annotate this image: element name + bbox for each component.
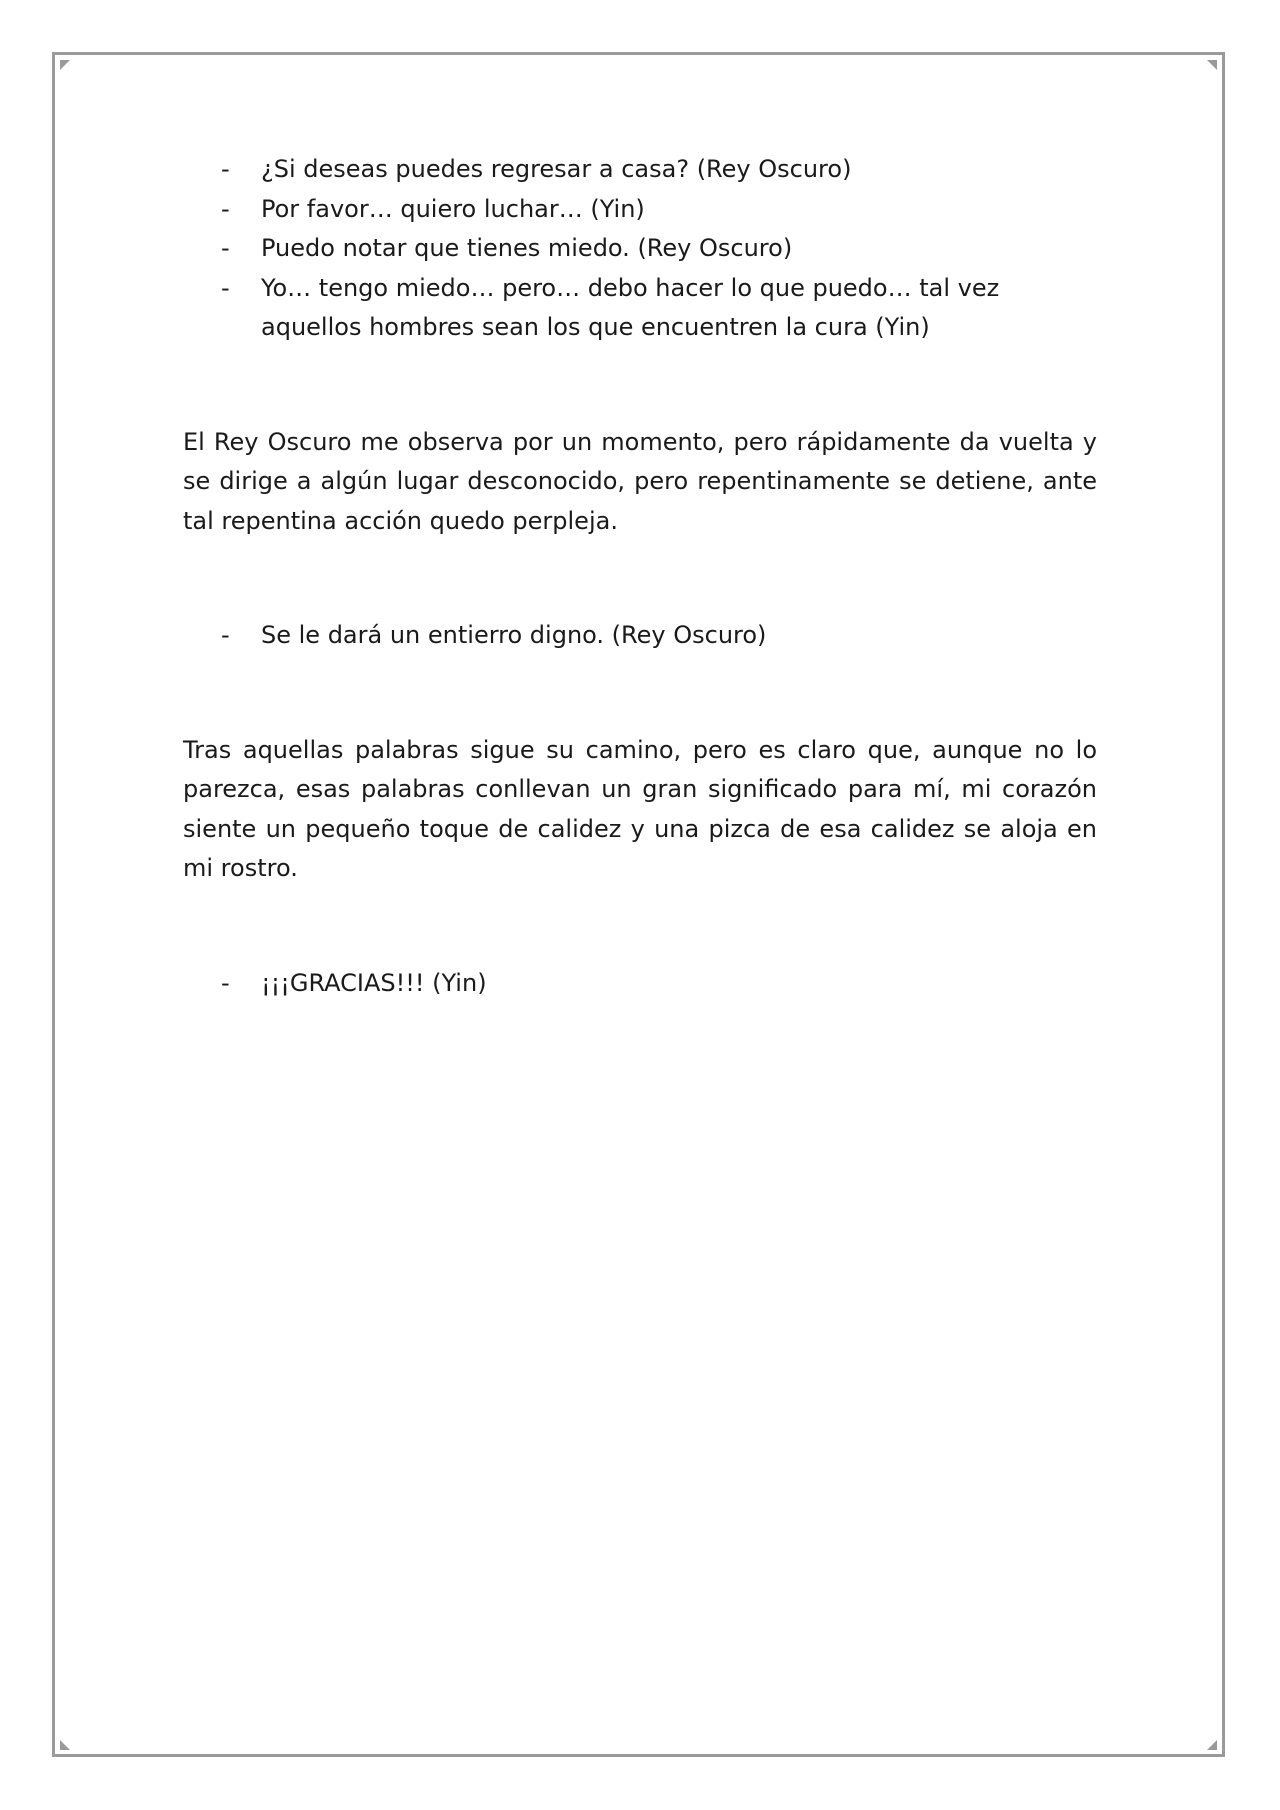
dialogue-dash: - bbox=[221, 968, 230, 997]
dialogue-line bbox=[183, 964, 1097, 1004]
narration-paragraph: Tras aquellas palabras sigue su camino, pero es claro que, aunque no lo parezca, esas palabras conllevan un gran significado para mí, mi corazón siente un pequeño toque de calidez y una pizca de esa calidez se aloja en mi rostro. bbox=[183, 735, 1097, 882]
dialogue-text: Yo… tengo miedo… pero… debo hacer lo que puedo… tal vez aquellos hombres sean los que encuentren la cura (Yin) bbox=[261, 273, 1000, 341]
spacer bbox=[183, 889, 1097, 964]
dialogue-group-2 bbox=[183, 616, 1097, 656]
dialogue-dash: - bbox=[221, 234, 230, 262]
dialogue-dash: - bbox=[221, 194, 230, 223]
narration-paragraph: El Rey Oscuro me observa por un momento, pero rápidamente da vuelta y se dirige a algún lugar desconocido, pero repentinamente se detiene, ante tal repentina acción quedo perpleja. bbox=[183, 427, 1097, 535]
dialogue-group-1 bbox=[183, 150, 1097, 348]
dialogue-text: Puedo notar que tienes miedo. (Rey Oscuro) bbox=[261, 234, 793, 262]
spacer bbox=[183, 348, 1097, 423]
dialogue-text: ¿Si deseas puedes regresar a casa? (Rey Oscuro) bbox=[261, 155, 852, 183]
dialogue-line bbox=[183, 269, 1097, 348]
spacer bbox=[183, 541, 1097, 616]
dialogue-text: Se le dará un entierro digno. (Rey Oscuro) bbox=[261, 621, 767, 649]
dialogue-line bbox=[183, 150, 1097, 190]
dialogue-group-3 bbox=[183, 964, 1097, 1004]
dialogue-line bbox=[183, 190, 1097, 230]
page-content bbox=[183, 150, 1097, 1003]
dialogue-text: Por favor… quiero luchar… (Yin) bbox=[261, 194, 645, 223]
dialogue-text: ¡¡¡GRACIAS!!! (Yin) bbox=[261, 968, 487, 997]
dialogue-line bbox=[183, 229, 1097, 269]
dialogue-dash: - bbox=[221, 273, 230, 302]
spacer bbox=[183, 656, 1097, 731]
dialogue-dash: - bbox=[221, 621, 230, 649]
dialogue-dash: - bbox=[221, 155, 230, 183]
dialogue-line bbox=[183, 616, 1097, 656]
